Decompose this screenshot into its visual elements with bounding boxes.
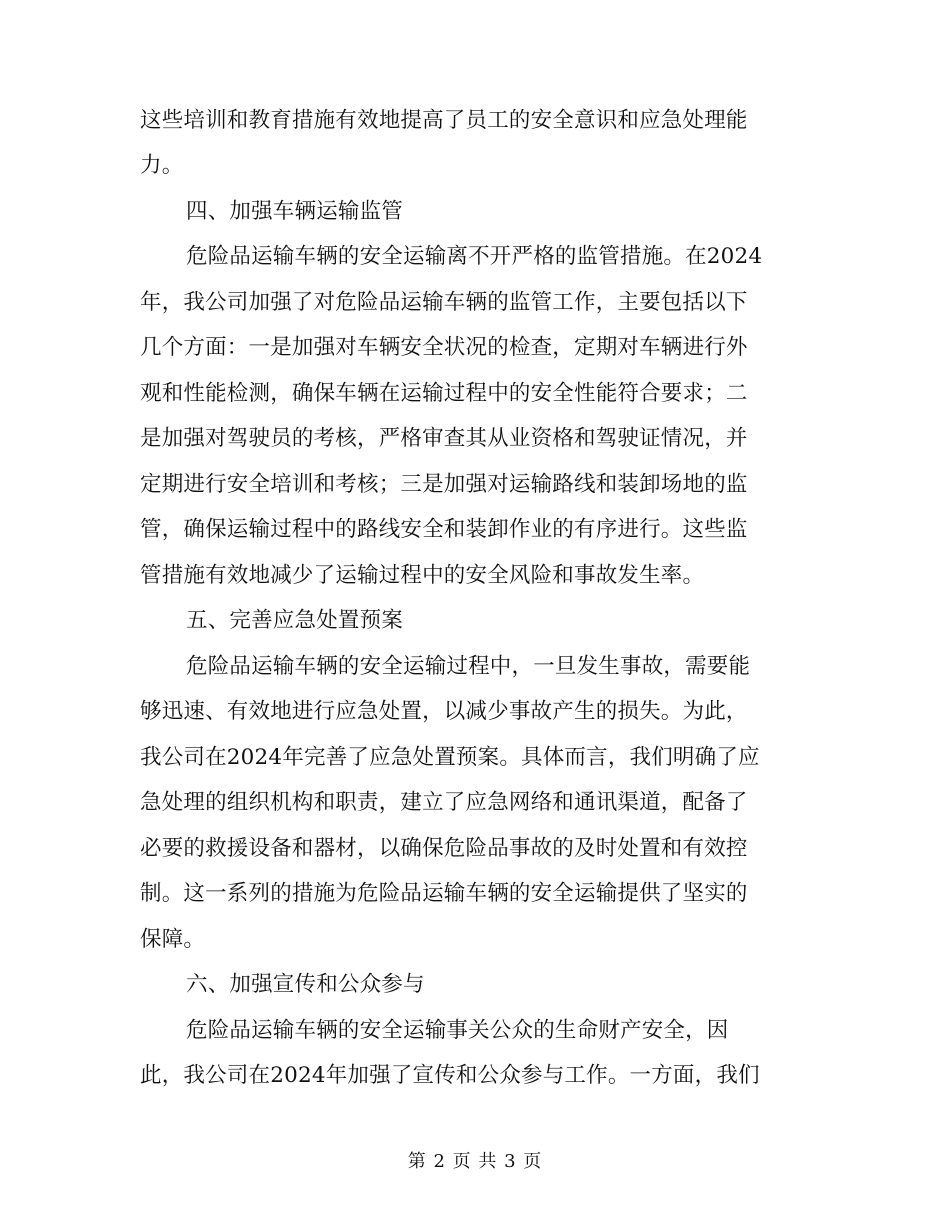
paragraph-line: 几个方面：一是加强对车辆安全状况的检查，定期对车辆进行外 bbox=[140, 335, 748, 360]
paragraph-line: 年，我公司加强了对危险品运输车辆的监管工作，主要包括以下 bbox=[140, 290, 748, 315]
paragraph-line: 我公司在2024年完善了应急处置预案。具体而言，我们明确了应 bbox=[140, 745, 760, 770]
paragraph-line: 管，确保运输过程中的路线安全和装卸作业的有序进行。这些监 bbox=[140, 517, 748, 542]
page-footer: 第 2 页 共 3 页 bbox=[407, 1151, 543, 1172]
paragraph-line: 危险品运输车辆的安全运输过程中，一旦发生事故，需要能 bbox=[186, 654, 751, 679]
paragraph-line: 观和性能检测，确保车辆在运输过程中的安全性能符合要求；二 bbox=[140, 381, 748, 406]
paragraph-line: 管措施有效地减少了运输过程中的安全风险和事故发生率。 bbox=[140, 563, 705, 588]
paragraph-line: 此，我公司在2024年加强了宣传和公众参与工作。一方面，我们 bbox=[140, 1063, 760, 1088]
paragraph-line: 保障。 bbox=[140, 927, 206, 952]
paragraph-line: 这些培训和教育措施有效地提高了员工的安全意识和应急处理能 bbox=[140, 108, 748, 133]
paragraph-line: 危险品运输车辆的安全运输事关公众的生命财产安全，因 bbox=[186, 1018, 729, 1043]
paragraph-line: 是加强对驾驶员的考核，严格审查其从业资格和驾驶证情况，并 bbox=[140, 426, 748, 451]
section-heading: 四、加强车辆运输监管 bbox=[186, 199, 404, 224]
paragraph-line: 定期进行安全培训和考核；三是加强对运输路线和装卸场地的监 bbox=[140, 472, 748, 497]
section-heading: 五、完善应急处置预案 bbox=[186, 608, 404, 633]
paragraph-line: 危险品运输车辆的安全运输离不开严格的监管措施。在2024 bbox=[186, 244, 763, 269]
paragraph-line: 力。 bbox=[140, 153, 184, 178]
section-heading: 六、加强宣传和公众参与 bbox=[186, 972, 425, 997]
paragraph-line: 够迅速、有效地进行应急处置，以减少事故产生的损失。为此， bbox=[140, 699, 748, 724]
paragraph-line: 必要的救援设备和器材，以确保危险品事故的及时处置和有效控 bbox=[140, 836, 748, 861]
paragraph-line: 急处理的组织机构和职责，建立了应急网络和通讯渠道，配备了 bbox=[140, 790, 748, 815]
paragraph-line: 制。这一系列的措施为危险品运输车辆的安全运输提供了坚实的 bbox=[140, 881, 748, 906]
